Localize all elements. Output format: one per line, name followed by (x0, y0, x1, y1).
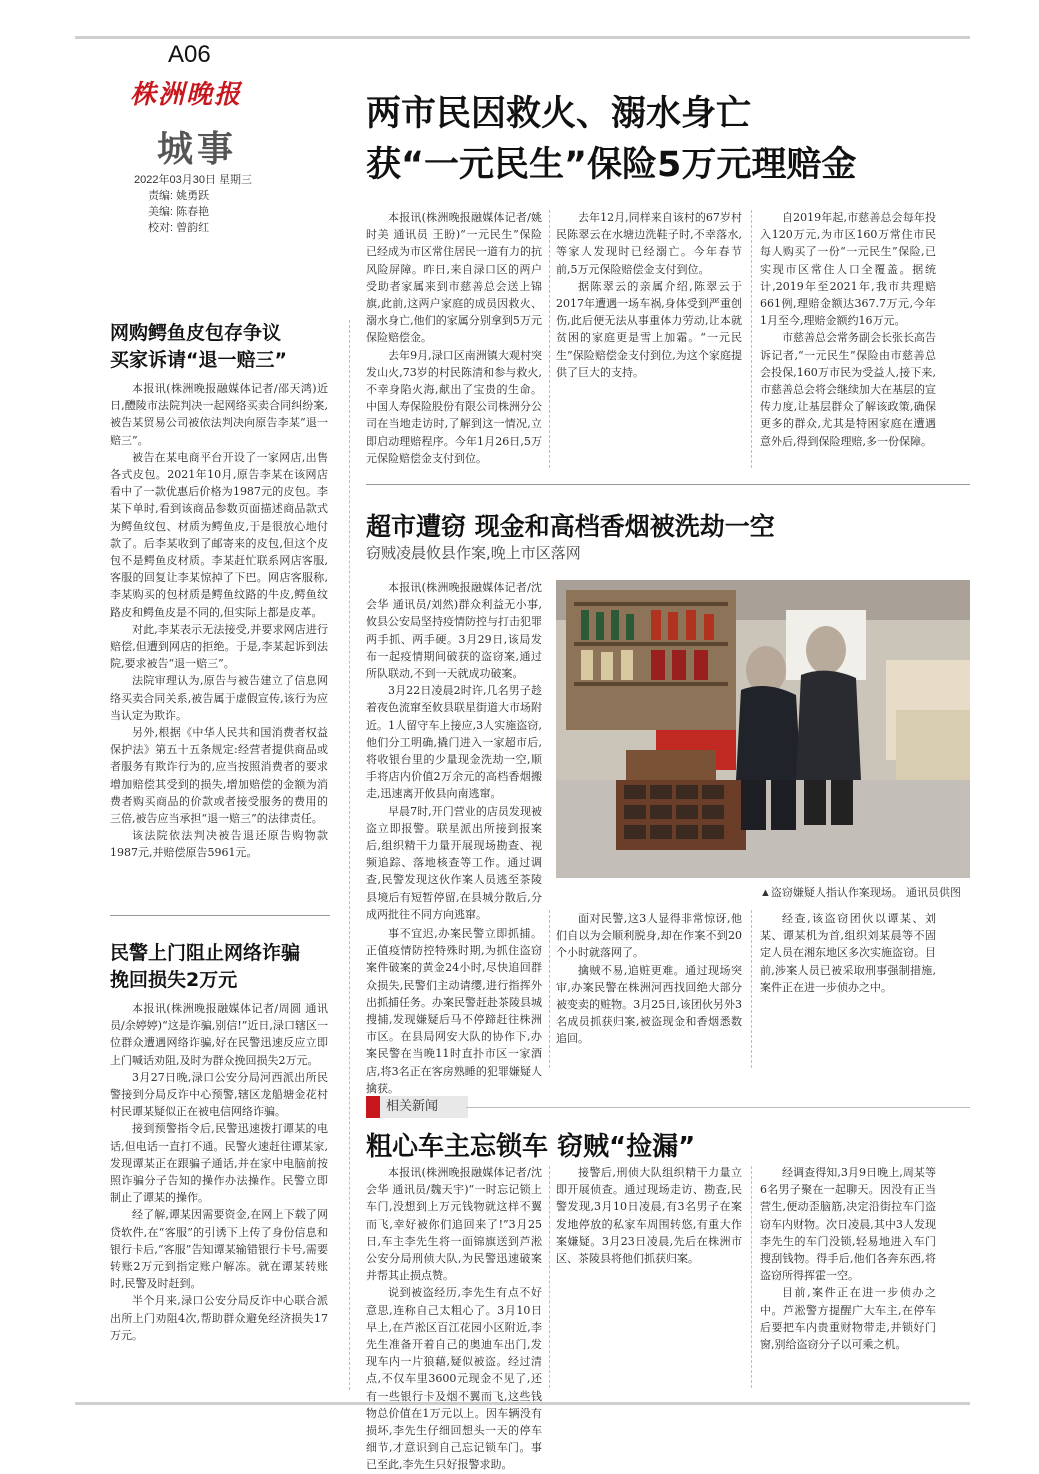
page-number: A06 (168, 41, 211, 68)
paper-logo: 株洲晚报 (130, 80, 243, 110)
story2-paragraph: 3月22日凌晨2时许,几名男子趁着夜色流窜至攸县联星街道大市场附近。1人留守车上接应,3人实施盗窃,他们分工明确,撬门进入一家超市后,将收银台里的少量现金洗劫一空,顺手将店内价值2万余元的高档香烟搬走,迅速离开攸县向南逃窜。 (366, 684, 542, 801)
related-col-3 (760, 1164, 936, 1390)
related-paragraph: 经调查得知,3月9日晚上,周某等6名男子聚在一起聊天。因没有正当营生,便动歪脑筋,决定沿街拉车门盗窃车内财物。次日凌晨,其中3人发现李先生的车门没锁,轻易地进入车门搜刮钱物。得手后,他们各奔东西,将盗窃所得挥霍一空。 (760, 1166, 936, 1283)
related-tag-rule (466, 1107, 970, 1108)
side1-paragraph: 本报讯(株洲晚报融媒体记者/邵天鸿)近日,醴陵市法院判决一起网络买卖合同纠纷案,被告某贸易公司被依法判决向原告李某“退一赔三”。 (110, 382, 328, 447)
lead-paragraph: 自2019年起,市慈善总会每年投入120万元,为市区160万常住市民每人购买了一份“一元民生”保险,已实现市区常住人口全覆盖。据统计,2019年至2021年,我市共理赔661例,理赔金额达367.7万元,今年1月至今,理赔金额约16万元。 (760, 211, 936, 328)
related-news-tag: 相关新闻 (366, 1096, 468, 1118)
section-title: 城事 (157, 129, 238, 170)
story2-col-2 (556, 910, 742, 1066)
lead-headline-line1: 两市民因救火、溺水身亡 (366, 94, 752, 134)
side1-body (110, 380, 328, 902)
photo-caption: ▲盗窃嫌疑人指认作案现场。 通讯员供图 (760, 887, 961, 899)
lead-col-divider (751, 210, 752, 468)
related-col-divider (549, 1166, 550, 1388)
credits-block (134, 172, 252, 236)
lead-col-1 (366, 209, 542, 473)
side2-paragraph: 经了解,谭某因需要资金,在网上下载了网贷软件,在“客服”的引诱下上传了身份信息和银行卡后,“客服”告知谭某输错银行卡号,需要转账2万元到指定账户解冻。就在谭某转账时,民警及时赶到。 (110, 1208, 328, 1291)
credit-proof: 校对: 曾韵红 (148, 222, 210, 234)
related-headline: 粗心车主忘锁车 窃贼“捡漏” (366, 1132, 696, 1162)
side2-paragraph: 本报讯(株洲晚报融媒体记者/周圆 通讯员/余婷婷)“这是诈骗,别信!”近日,渌口辖区一位群众遭遇网络诈骗,好在民警迅速反应立即上门喊话劝阻,及时为群众挽回损失2万元。 (110, 1002, 328, 1067)
side1-paragraph: 法院审理认为,原告与被告建立了信息网络买卖合同关系,被告属于虚假宣传,该行为应当认定为欺诈。 (110, 674, 328, 722)
side-separator (110, 915, 330, 916)
column-divider (349, 320, 350, 1390)
related-col-divider (751, 1166, 752, 1388)
side1-paragraph: 另外,根据《中华人民共和国消费者权益保护法》第五十五条规定:经营者提供商品或者服务有欺诈行为的,应当按照消费者的要求增加赔偿其受到的损失,增加赔偿的金额为消费者购买商品的价款或者接受服务的费用的三倍,被告应当承担“退一赔三”的法律责任。 (110, 726, 328, 826)
lead-separator (366, 484, 970, 485)
side2-body (110, 1000, 328, 1382)
related-col-1 (366, 1164, 542, 1472)
related-paragraph: 接警后,刑侦大队组织精干力量立即开展侦查。通过现场走访、勘查,民警发现,3月10日凌晨,有3名男子在案发地停放的私家车周围转悠,有重大作案嫌疑。3月23日凌晨,先后在株洲市区、茶陵县将他们抓获归案。 (556, 1166, 742, 1266)
credit-designer: 美编: 陈春艳 (148, 206, 210, 218)
lead-paragraph: 去年12月,同样来自该村的67岁村民陈翠云在水塘边洗鞋子时,不幸落水,等家人发现时已经溺亡。今年春节前,5万元保险赔偿金支付到位。 (556, 211, 742, 276)
story2-paragraph: 面对民警,这3人显得非常惊讶,他们自以为会顺利脱身,却在作案不到20个小时就落网了。 (556, 912, 742, 960)
lead-col-2 (556, 209, 742, 473)
lead-paragraph: 市慈善总会常务副会长张长高告诉记者,“一元民生”保险由市慈善总会投保,160万市民为受益人,接下来,市慈善总会将会继续加大在基层的宣传力度,让基层群众了解该政策,确保更多的群众,尤其是特困家庭在遭遇意外后,得到保险理赔,多一份保障。 (760, 331, 936, 448)
story2-paragraph: 擒贼不易,追赃更难。通过现场突审,办案民警在株洲河西找回绝大部分被变卖的赃物。3月25日,该团伙另外3名成员抓获归案,被盗现金和香烟悉数追回。 (556, 963, 742, 1046)
lead-paragraph: 去年9月,渌口区南洲镇大观村突发山火,73岁的村民陈清和参与救火,不幸身陷火海,献出了宝贵的生命。中国人寿保险股份有限公司株洲分公司在当地走访时,了解到这一情况,立即启动理赔程序。今年1月26日,5万元保险赔偿金支付到位。 (366, 348, 542, 465)
related-paragraph: 说到被盗经历,李先生有点不好意思,连称自己太粗心了。3月10日早上,在芦淞区百江花园小区附近,李先生准备开着自己的奥迪车出门,发现车内一片狼藉,疑似被盗。经过清点,不仅车里3600元现金不见了,还有一些银行卡及烟不翼而飞,这些钱物总价值在1万元以上。因车辆没有损坏,李先生仔细回想头一天的停车细节,才意识到自己忘记锁车门。事已至此,李先生只好报警求助。 (366, 1286, 542, 1472)
lead-col-divider (549, 210, 550, 468)
lead-paragraph: 本报讯(株洲晚报融媒体记者/姚时美 通讯员 王盼)“一元民生”保险已经成为市区常住居民一道有力的抗风险屏障。昨日,来自渌口区的两户受助者家属来到市慈善总会送上锦旗,此前,这两户家庭的成员因救火、溺水身亡,他们的家属分别拿到5万元保险赔偿金。 (366, 211, 542, 345)
side1-headline-line1: 网购鳄鱼皮包存争议 (110, 322, 282, 344)
related-paragraph: 目前,案件正在进一步侦办之中。芦淞警方提醒广大车主,在停车后要把车内贵重财物带走,并锁好门窗,别给盗窃分子以可乘之机。 (760, 1286, 936, 1352)
story2-headline: 超市遭窃 现金和高档香烟被洗劫一空 (366, 512, 775, 541)
lead-paragraph: 据陈翠云的亲属介绍,陈翠云于2017年遭遇一场车祸,身体受到严重创伤,此后便无法从事重体力劳动,让本就贫困的家庭更是雪上加霜。“一元民生”保险赔偿金支付到位,为这个家庭提供了巨大的支持。 (556, 279, 742, 379)
related-paragraph: 本报讯(株洲晚报融媒体记者/沈会华 通讯员/魏天宇)“一时忘记锁上车门,没想到上万元钱物就这样不翼而飞,幸好被你们追回来了!”3月25日,车主李先生将一面锦旗送到芦淞公安分局刑侦大队,为民警迅速破案并帮其止损点赞。 (366, 1166, 542, 1283)
story2-col-3 (760, 910, 936, 1066)
side2-headline-line2: 挽回损失2万元 (110, 969, 238, 991)
lead-col-3 (760, 209, 936, 473)
story2-photo (556, 580, 970, 878)
story2-paragraph: 早晨7时,开门营业的店员发现被盗立即报警。联星派出所接到报案后,组织精干力量开展现场勘查、视频追踪、落地核查等工作。通过调查,民警发现这伙作案人员逃至茶陵县境后有短暂停留,在县城分散后,分成两批往不同方向逃窜。 (366, 804, 542, 921)
story2-col-divider (549, 910, 550, 1068)
side1-paragraph: 对此,李某表示无法接受,并要求网店进行赔偿,但遭到网店的拒绝。于是,李某起诉到法院,要求被告“退一赔三”。 (110, 622, 328, 671)
side1-paragraph: 该法院依法判决被告退还原告购物款1987元,并赔偿原告5961元。 (110, 829, 328, 860)
story2-col-divider (751, 910, 752, 1068)
story2-paragraph: 事不宜迟,办案民警立即抓捕。正值疫情防控特殊时期,为抓住盗窃案件破案的黄金24小时,尽快追回群众损失,民警们主动请缨,进行指挥外出抓捕任务。办案民警赶赴茶陵县城搜捕,发现嫌疑后马不停蹄赶往株洲市区。在县局网安大队的协作下,办案民警在当晚11时直扑市区一家酒店,将3名正在客房熟睡的犯罪嫌疑人擒获。 (366, 927, 542, 1095)
side2-headline-line1: 民警上门阻止网络诈骗 (110, 942, 301, 964)
top-rule (75, 36, 970, 39)
side1-paragraph: 被告在某电商平台开设了一家网店,出售各式皮包。2021年10月,原告李某在该网店看中了一款优惠后价格为1987元的皮包。李某下单时,看到该商品参数页面描述商品款式为鳄鱼纹包、材质为鳄鱼皮,于是很放心地付款了。后李某收到了邮寄来的皮包,但这个皮包不是鳄鱼皮材质。李某赶忙联系网店客服,客服的回复让李某惊掉了下巴。网店客服称,李某购买的包材质是鳄鱼纹路的牛皮,鳄鱼纹路皮和鳄鱼皮是不同的,但实际上都是皮革。 (110, 450, 328, 619)
related-col-2 (556, 1164, 742, 1390)
side1-headline-line2: 买家诉请“退一赔三” (110, 349, 287, 371)
story2-paragraph: 本报讯(株洲晚报融媒体记者/沈会华 通讯员/刘然)群众利益无小事,攸县公安局坚持疫情防控与打击犯罪两手抓、两手硬。3月29日,该局发布一起疫情期间破获的盗窃案,通过所队联动,不到一天就成功破案。 (366, 581, 542, 681)
store-scene-illustration (556, 580, 970, 878)
side2-paragraph: 接到预警指令后,民警迅速拨打谭某的电话,但电话一直打不通。民警火速赶往谭某家,发现谭某正在跟骗子通话,并在家中电脑前按照诈骗分子告知的操作办法操作。民警立即制止了谭某的操作。 (110, 1122, 328, 1205)
credit-editor: 责编: 姚勇跃 (148, 190, 210, 202)
side2-paragraph: 3月27日晚,渌口公安分局河西派出所民警接到分局反诈中心预警,辖区龙船塘金花村村民谭某疑似正在被电信网络诈骗。 (110, 1070, 328, 1119)
story2-col-1 (366, 579, 542, 935)
issue-date: 2022年03月30日 星期三 (134, 174, 252, 186)
lead-headline-line2: 获“一元民生”保险5万元理赔金 (366, 145, 857, 185)
story2-paragraph: 经查,该盗窃团伙以谭某、刘某、谭某机为首,组织刘某晨等不固定人员在湘东地区多次实施盗窃。目前,涉案人员已被采取刑事强制措施,案件正在进一步侦办之中。 (760, 912, 936, 994)
story2-col-1b (366, 925, 542, 1095)
story2-subheadline: 窃贼凌晨攸县作案,晚上市区落网 (366, 544, 581, 562)
side2-paragraph: 半个月来,渌口公安分局反诈中心联合派出所上门劝阻4次,帮助群众避免经济损失17万元。 (110, 1294, 328, 1342)
